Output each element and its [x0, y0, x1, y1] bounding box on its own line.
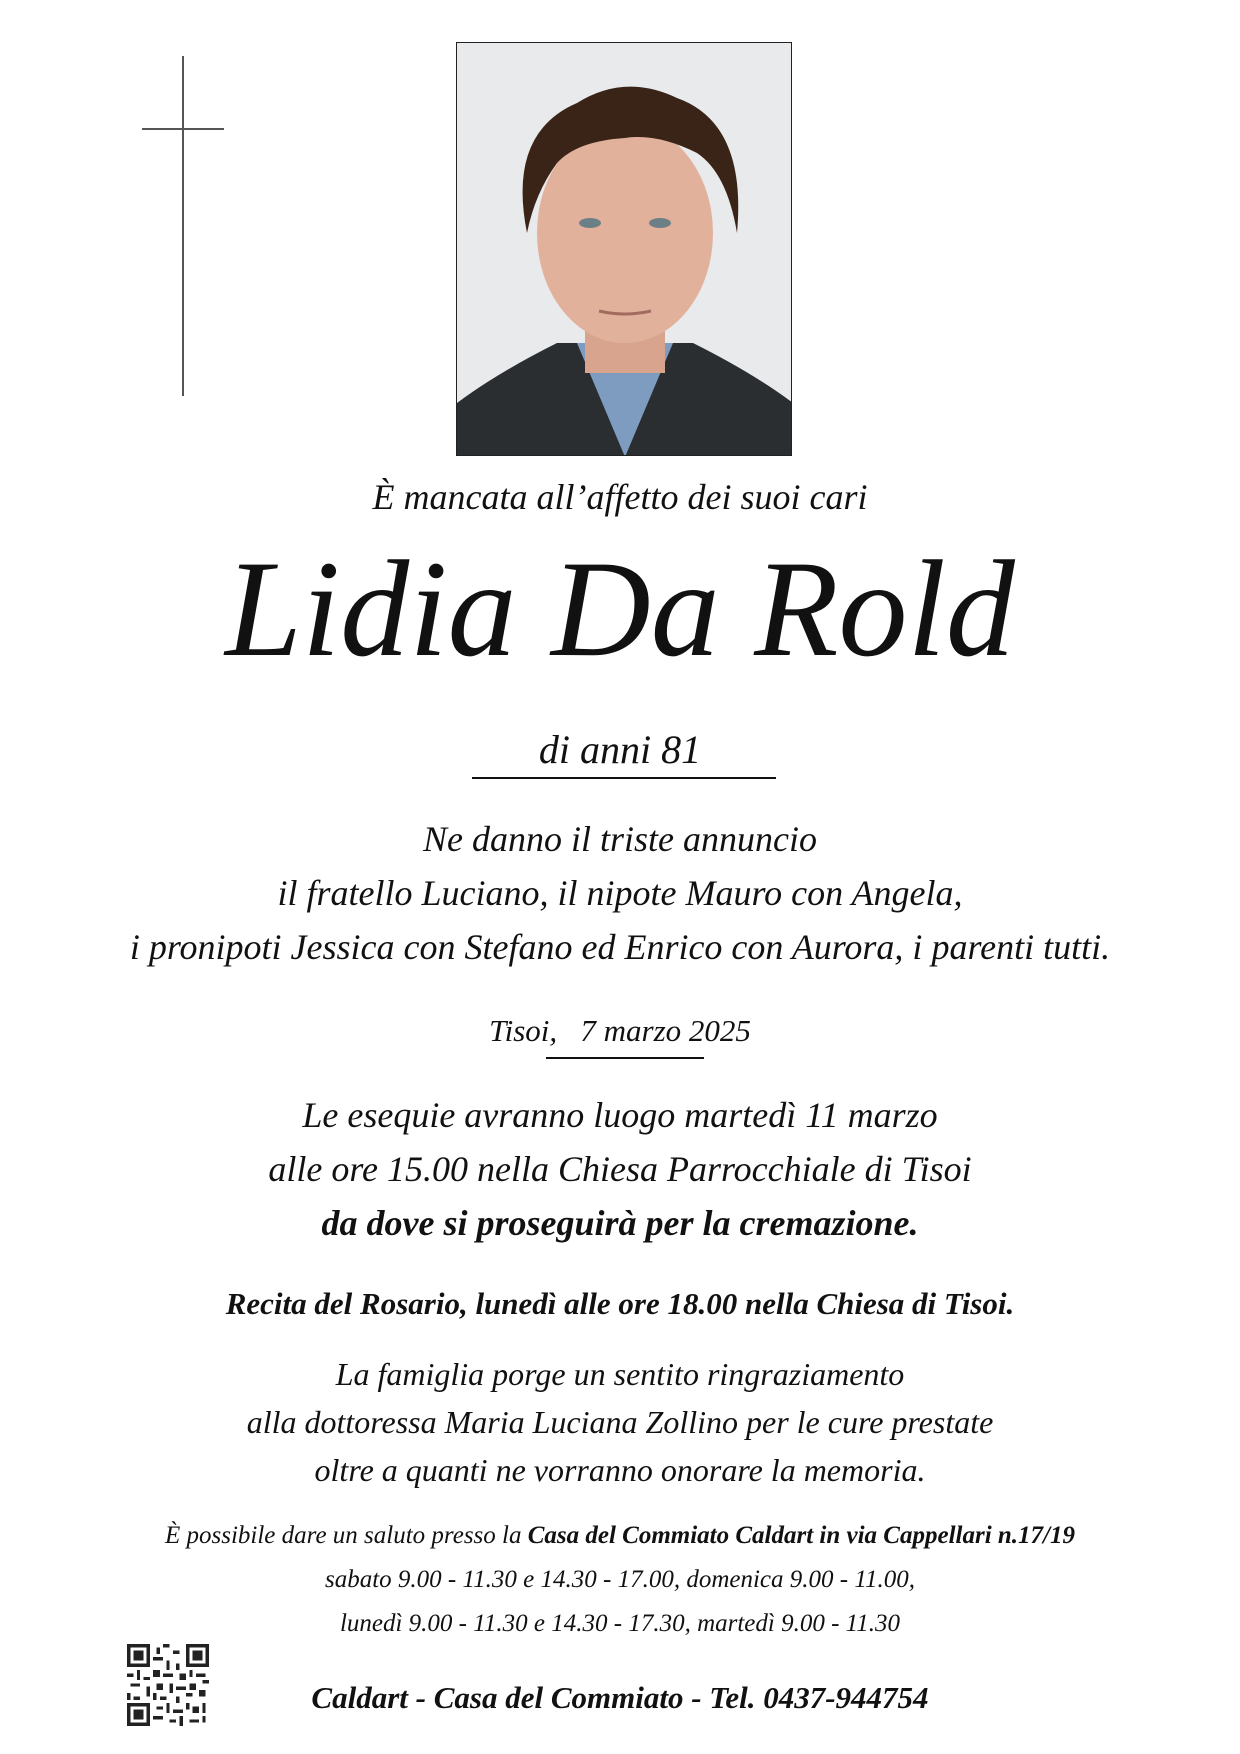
- date-underline: [546, 1057, 704, 1059]
- thanks-line: alla dottoressa Maria Luciana Zollino per le cure prestate: [246, 1404, 994, 1440]
- announcement-line: Ne danno il triste annuncio: [423, 819, 817, 859]
- funeral-cremation: da dove si proseguirà per la cremazione.: [321, 1203, 919, 1243]
- age-text: di anni 81: [538, 727, 702, 772]
- cross-icon-bar: [142, 128, 224, 130]
- announcement-line: il fratello Luciano, il nipote Mauro con Angela,: [277, 873, 963, 913]
- thanks-line: oltre a quanti ne vorranno onorare la memoria.: [314, 1452, 926, 1488]
- footer-contact: Caldart - Casa del Commiato - Tel. 0437-944754: [311, 1680, 929, 1715]
- visit-location: Casa del Commiato Caldart in via Cappellari n.17/19: [527, 1522, 1075, 1549]
- date: 7 marzo 2025: [580, 1013, 751, 1048]
- announcement-block: [0, 812, 1240, 974]
- thanks-block: [0, 1350, 1240, 1494]
- intro-text: È mancata all’affetto dei suoi cari: [372, 477, 868, 517]
- visit-block: [0, 1514, 1240, 1646]
- funeral-block: [0, 1088, 1240, 1250]
- visit-hours: sabato 9.00 - 11.30 e 14.30 - 17.00, domenica 9.00 - 11.00,: [325, 1566, 915, 1593]
- funeral-line: Le esequie avranno luogo martedì 11 marzo: [302, 1095, 938, 1135]
- cross-icon: [182, 56, 184, 396]
- announcement-line: i pronipoti Jessica con Stefano ed Enrico con Aurora, i parenti tutti.: [129, 927, 1111, 967]
- deceased-name: Lidia Da Rold: [225, 532, 1015, 685]
- visit-line: [0, 1514, 1240, 1558]
- visit-hours: lunedì 9.00 - 11.30 e 14.30 - 17.30, martedì 9.00 - 11.30: [339, 1610, 901, 1637]
- portrait-photo: [456, 42, 792, 456]
- place: Tisoi,: [489, 1013, 558, 1048]
- visit-prefix: È possibile dare un saluto presso la: [164, 1522, 528, 1549]
- age-underline: [472, 777, 776, 779]
- funeral-line: alle ore 15.00 nella Chiesa Parrocchiale di Tisoi: [268, 1149, 972, 1189]
- rosary-text: Recita del Rosario, lunedì alle ore 18.00 nella Chiesa di Tisoi.: [225, 1286, 1015, 1321]
- thanks-line: La famiglia porge un sentito ringraziamento: [335, 1356, 905, 1392]
- place-date: [0, 1013, 1240, 1049]
